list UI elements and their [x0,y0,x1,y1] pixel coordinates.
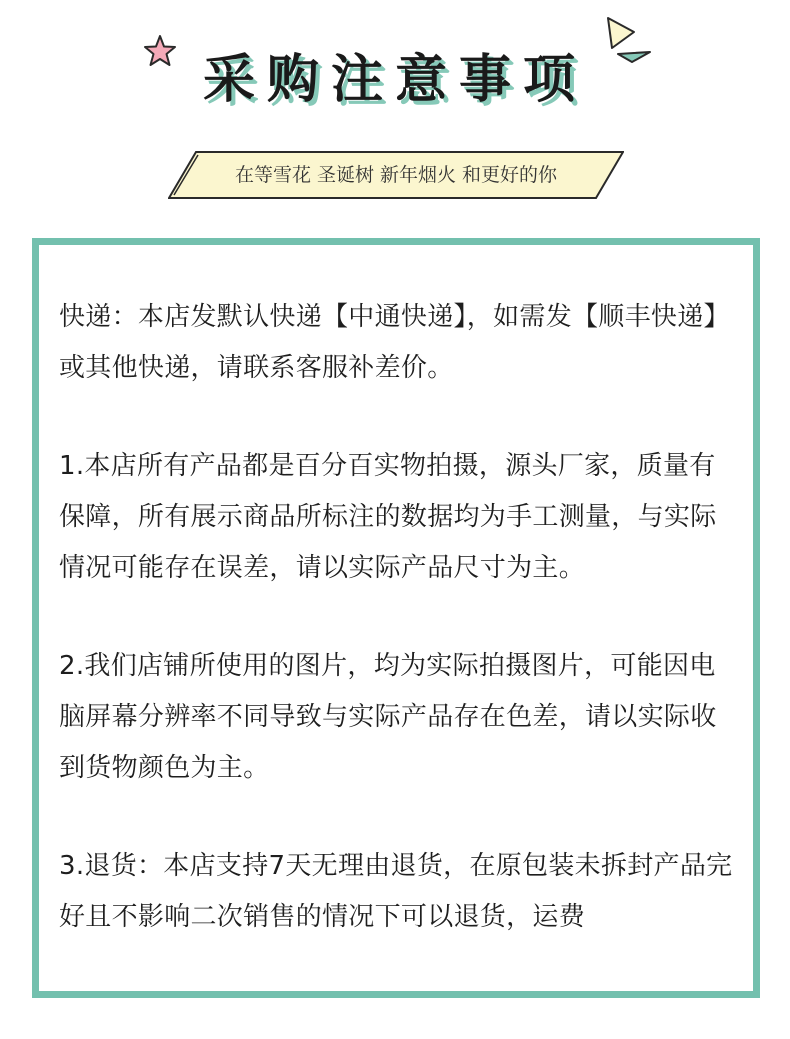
page-title: 采购注意事项 [202,50,587,110]
notice-paragraph-photos: 1.本店所有产品都是百分百实物拍摄，源头厂家，质量有保障，所有展示商品所标注的数据均为手工测量，与实际情况可能存在误差，请以实际产品尺寸为主。 [59,451,717,583]
notice-panel [32,238,760,998]
subtitle: 在等雪花 圣诞树 新年烟火 和更好的你 [234,164,558,186]
notice-paragraph-shipping: 快递：本店发默认快递【中通快递】，如需发【顺丰快递】或其他快递，请联系客服补差价。 [59,302,730,383]
subtitle-banner [168,151,624,199]
notice-paragraph-returns: 3.退货：本店支持7天无理由退货，在原包装未拆封产品完好且不影响二次销售的情况下可以退货，运费 [59,851,733,932]
page-title-container [0,40,790,120]
notice-paragraph-color: 2.我们店铺所使用的图片，均为实际拍摄图片，可能因电脑屏幕分辨率不同导致与实际产品存在色差，请以实际收到货物颜色为主。 [59,651,717,783]
header [0,0,790,230]
notice-content [59,292,735,990]
